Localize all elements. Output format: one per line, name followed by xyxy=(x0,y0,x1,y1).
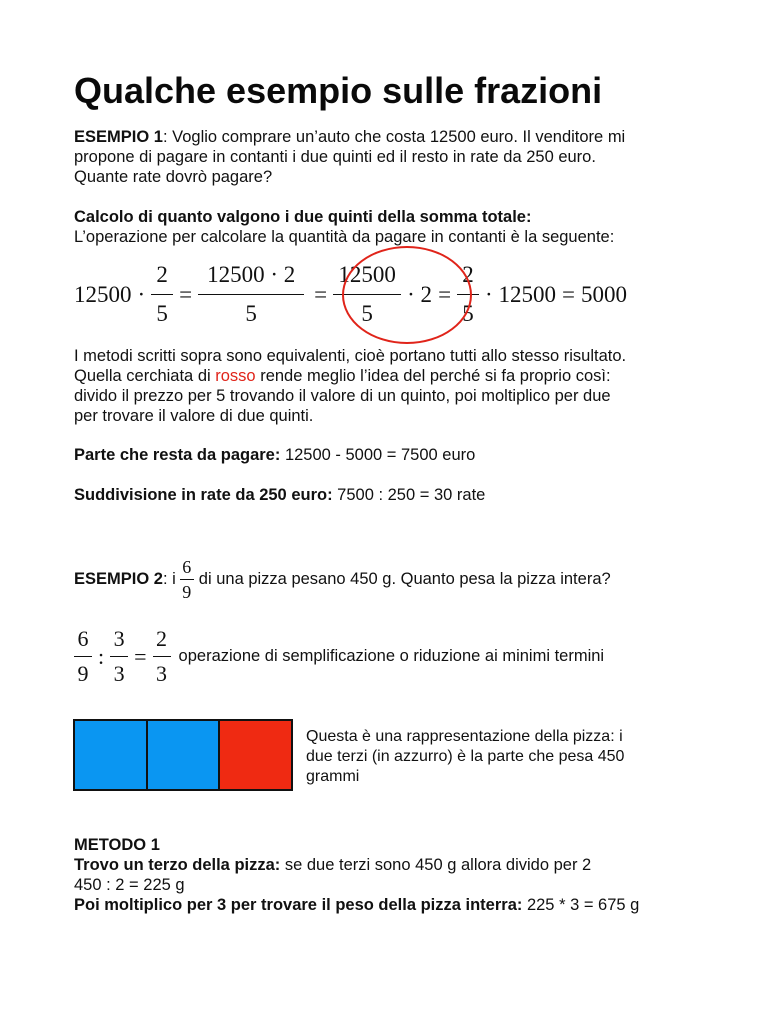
equals: = xyxy=(134,643,147,669)
numerator: 12500 xyxy=(338,262,396,287)
eq-result: 5000 xyxy=(580,281,627,307)
example2-intro xyxy=(74,558,611,601)
eq-times-12500: · 12500 xyxy=(485,281,556,307)
numerator: 6 xyxy=(182,557,192,577)
explanation-line1: I metodi scritti sopra sono equivalenti, cioè portano tutti allo stesso risultato. xyxy=(74,347,627,365)
denominator: 3 xyxy=(113,661,125,686)
calc-description: L’operazione per calcolare la quantità da pagare in contanti è la seguente: xyxy=(74,228,615,246)
pizza-third-blue xyxy=(75,721,148,789)
fraction-2-3 xyxy=(153,628,171,685)
pizza-third-blue xyxy=(148,721,221,789)
example1-intro-line1 xyxy=(74,128,625,147)
denominator: 3 xyxy=(156,661,168,686)
example2-label: ESEMPIO 2 xyxy=(74,570,163,588)
explanation-text: Quella cerchiata di xyxy=(74,367,216,385)
example1-text: : Voglio comprare un’auto che costa 12500 euro. Il venditore mi xyxy=(162,128,626,146)
method-step1-calc: 450 : 2 = 225 g xyxy=(74,876,185,894)
denominator: 9 xyxy=(182,582,192,602)
example1-intro-line2: propone di pagare in contanti i due quinti ed il resto in rate da 250 euro. xyxy=(74,148,596,166)
step2-text: 225 * 3 = 675 g xyxy=(522,896,640,914)
eq-equals: = xyxy=(179,281,193,307)
eq-term-12500: 12500 xyxy=(74,281,132,307)
example1-label: ESEMPIO 1 xyxy=(74,128,163,146)
simplification-equation xyxy=(74,628,604,685)
pizza-description xyxy=(306,727,624,787)
red-word: rosso xyxy=(215,367,256,385)
numerator: 2 xyxy=(156,262,168,287)
pizza-desc-line: grammi xyxy=(306,768,360,785)
step1-text: se due terzi sono 450 g allora divido per 2 xyxy=(280,856,592,874)
numerator: 3 xyxy=(113,626,125,651)
red-circle-highlight xyxy=(342,246,472,344)
page-title: Qualche esempio sulle frazioni xyxy=(74,70,603,111)
pizza-desc-line: Questa è una rappresentazione della pizza: i xyxy=(306,728,623,745)
eq-times-2: · 2 xyxy=(407,281,433,307)
eq-dot: · xyxy=(137,281,146,307)
eq-equals: = xyxy=(561,281,575,307)
numerator: 6 xyxy=(77,626,89,651)
denominator: 5 xyxy=(462,301,474,326)
fraction-12500x2-5 xyxy=(198,262,304,327)
pizza-diagram xyxy=(73,719,293,791)
remaining-label: Parte che resta da pagare: xyxy=(74,446,281,464)
fraction-6-9 xyxy=(180,558,194,601)
installments-value: 7500 : 250 = 30 rate xyxy=(332,486,486,504)
remaining-amount xyxy=(74,446,475,465)
pizza-desc-line: due terzi (in azzurro) è la parte che pesa 450 xyxy=(306,748,625,765)
step2-label: Poi moltiplico per 3 per trovare il peso della pizza interra: xyxy=(74,896,523,914)
denominator: 5 xyxy=(245,301,257,326)
fraction-3-3 xyxy=(110,628,128,685)
denominator: 5 xyxy=(361,301,373,326)
denominator: 9 xyxy=(77,661,89,686)
example2-prefix: : i xyxy=(162,570,176,588)
explanation-line3: divido il prezzo per 5 trovando il valore di un quinto, poi moltiplico per due xyxy=(74,387,611,405)
pizza-third-red xyxy=(220,721,291,789)
example2-suffix: di una pizza pesano 450 g. Quanto pesa la pizza intera? xyxy=(198,570,611,588)
explanation-line2 xyxy=(74,367,611,386)
method-title: METODO 1 xyxy=(74,836,160,854)
colon: : xyxy=(98,643,105,669)
installments xyxy=(74,486,485,505)
denominator: 5 xyxy=(156,301,168,326)
simplification-text: operazione di semplificazione o riduzione ai minimi termini xyxy=(178,647,605,665)
numerator: 12500 · 2 xyxy=(207,262,296,287)
numerator: 2 xyxy=(156,626,168,651)
remaining-value: 12500 - 5000 = 7500 euro xyxy=(280,446,476,464)
eq-equals: = xyxy=(314,281,328,307)
method-step2 xyxy=(74,896,639,915)
step1-label: Trovo un terzo della pizza: xyxy=(74,856,281,874)
explanation-text: rende meglio l’idea del perché si fa proprio così: xyxy=(255,367,611,385)
calc-heading: Calcolo di quanto valgono i due quinti della somma totale: xyxy=(74,208,532,226)
eq-equals: = xyxy=(438,281,452,307)
installments-label: Suddivisione in rate da 250 euro: xyxy=(74,486,333,504)
method-step1 xyxy=(74,856,591,875)
fraction-6-9 xyxy=(74,628,92,685)
example1-intro-line3: Quante rate dovrò pagare? xyxy=(74,168,273,186)
numerator: 2 xyxy=(462,262,474,287)
explanation-line4: per trovare il valore di due quinti. xyxy=(74,407,314,425)
fraction-2-5 xyxy=(151,262,173,327)
